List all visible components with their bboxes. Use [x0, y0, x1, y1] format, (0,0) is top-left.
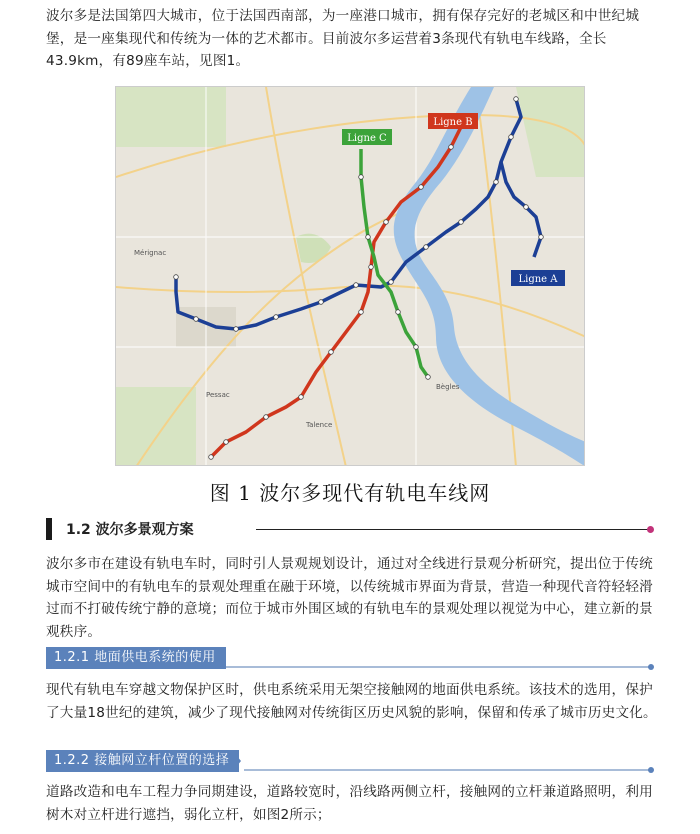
label-line-a: [511, 270, 565, 286]
section-title: 1.2 波尔多景观方案: [66, 522, 194, 538]
heading-dot: [648, 767, 654, 773]
heading-rule: [244, 769, 650, 771]
heading-arrow: [232, 750, 241, 772]
tram-network-map: [115, 86, 585, 466]
landscape-paragraph: 波尔多市在建设有轨电车时，同时引人景观规划设计，通过对全线进行景观分析研究，提出位于传统城市空间中的有轨电车的景观处理重在融于环境，以传统城市界面为背景，营造一种现代音符轻轻滑过而不打破传统宁静的意境；而位于城市外围区域的有轨电车的景观处理以视觉为中心，建立新的景观秩序。: [46, 556, 653, 640]
subsection-title: 1.2.2 接触网立杆位置的选择: [46, 750, 239, 772]
heading-bar: [46, 518, 52, 540]
place-label-begles: Bègles: [436, 383, 460, 391]
pole-paragraph: 道路改造和电车工程力争同期建设，道路较宽时，沿线路两侧立杆，接触网的立杆兼道路照明，利用树木对立杆进行遮挡，弱化立杆，如图2所示；: [46, 784, 653, 823]
figure-caption: 图 1 波尔多现代有轨电车线网: [209, 481, 491, 505]
ground-power-paragraph: 现代有轨电车穿越文物保护区时，供电系统采用无架空接触网的地面供电系统。该技术的选用，保护了大量18世纪的建筑，减少了现代接触网对传统街区历史风貌的影响，保留和传承了城市历史文化。: [46, 682, 657, 721]
section-heading-1-2: [46, 516, 656, 542]
label-line-c: [342, 129, 392, 145]
heading-arrow: [214, 647, 223, 669]
heading-rule: [226, 666, 650, 668]
heading-rule: [256, 529, 648, 530]
subsection-heading-1-2-1: [46, 647, 656, 669]
map-graphic: [116, 87, 585, 466]
heading-dot: [648, 664, 654, 670]
subsection-title: 1.2.1 地面供电系统的使用: [46, 647, 226, 669]
intro-paragraph: 波尔多是法国第四大城市，位于法国西南部，为一座港口城市，拥有保存完好的老城区和中世纪城堡，是一座集现代和传统为一体的艺术都市。目前波尔多运营着3条现代有轨电车线路，全长43.9km，有89座车站，见图1。: [46, 8, 640, 69]
heading-dot: [647, 526, 654, 533]
svg-text:Ligne A: Ligne A: [518, 274, 558, 285]
place-label-talence: Talence: [306, 421, 333, 429]
svg-text:Ligne C: Ligne C: [347, 133, 387, 144]
place-label-pessac: Pessac: [206, 391, 230, 399]
label-line-b: [428, 113, 478, 129]
svg-text:Ligne B: Ligne B: [433, 117, 473, 128]
subsection-heading-1-2-2: [46, 750, 656, 772]
place-label-merignac: Mérignac: [134, 249, 167, 257]
